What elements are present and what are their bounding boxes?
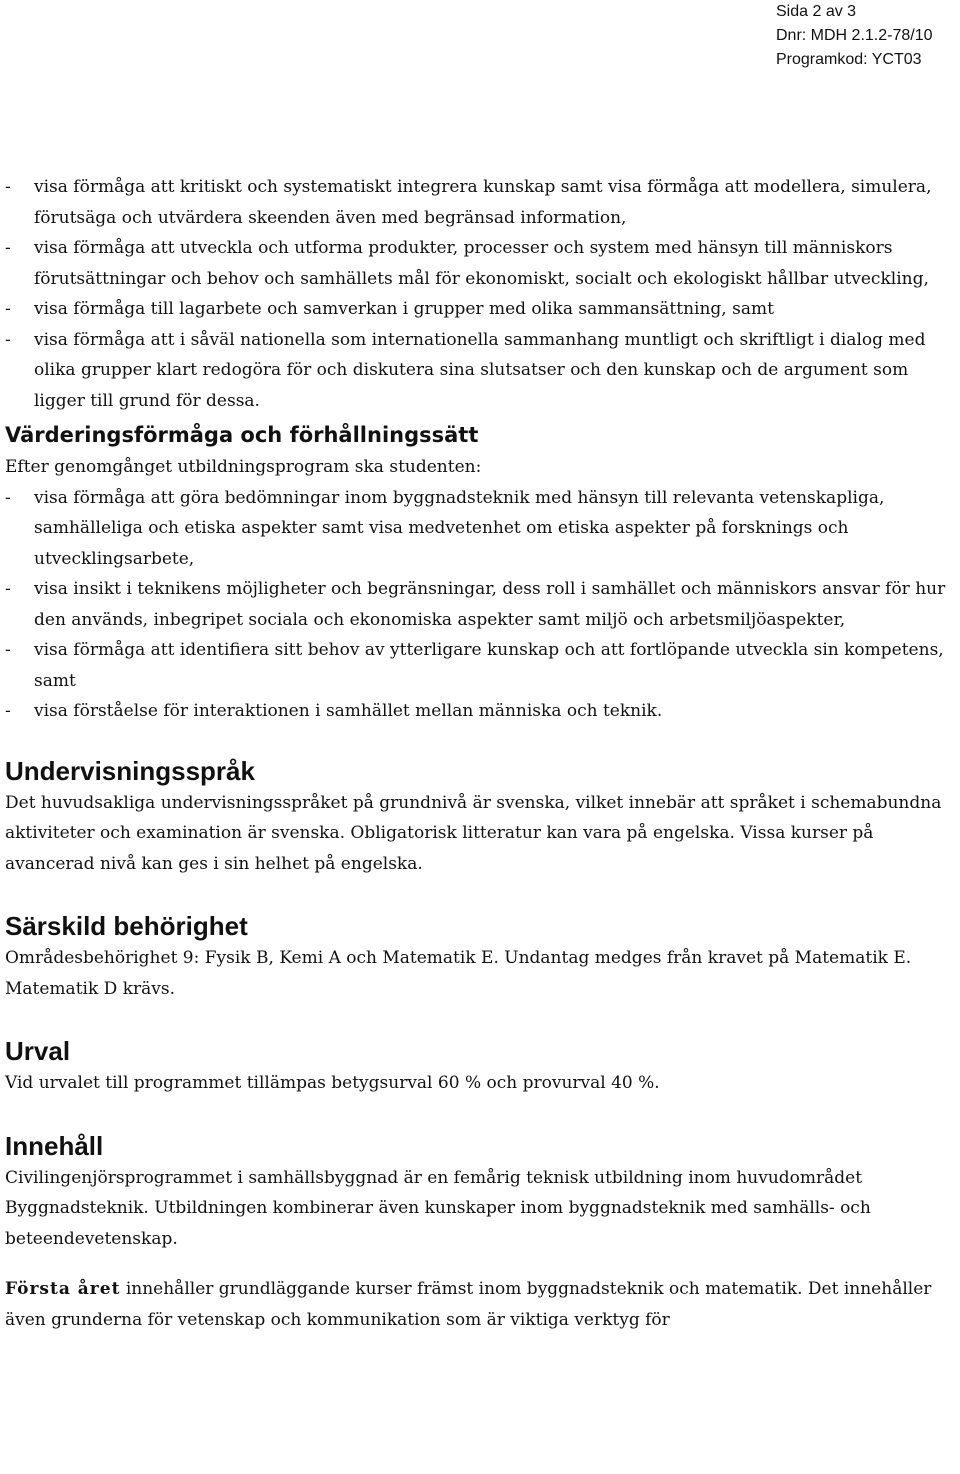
values-intro: Efter genomgånget utbildningsprogram ska studenten:	[5, 457, 482, 477]
first-year-text: innehåller grundläggande kurser främst inom byggnadsteknik och matematik. Det innehåller även grunderna för vetenskap och kommunikation som är viktiga verktyg för	[5, 1279, 932, 1330]
eligibility-text: Områdesbehörighet 9: Fysik B, Kemi A och Matematik E. Undantag medges från kravet på Matematik E. Matematik D krävs.	[5, 948, 912, 999]
page-number: Sida 2 av 3	[776, 3, 857, 20]
section-heading-eligibility: Särskild behörighet	[5, 911, 248, 941]
list-item: - visa förmåga att göra bedömningar inom byggnadsteknik med hänsyn till relevanta vetenskapliga, samhälleliga och etiska aspekter samt visa medvetenhet om etiska aspekter på forsknings och utvecklingsarbete,	[5, 487, 885, 569]
list-item: - visa förmåga att kritiskt och systematiskt integrera kunskap samt visa förmåga att modellera, simulera, förutsäga och utvärdera skeenden även med begränsad information,	[5, 177, 932, 228]
first-year-paragraph	[5, 1274, 955, 1335]
program-code: Programkod: YCT03	[776, 51, 922, 68]
values-list	[5, 483, 955, 727]
list-item: - visa insikt i teknikens möjligheter och begränsningar, dess roll i samhället och människors ansvar för hur den används, inbegripet sociala och ekonomiska aspekter samt miljö och arbetsmiljöaspekter,	[5, 579, 946, 630]
list-item: - visa förståelse för interaktionen i samhället mellan människa och teknik.	[5, 701, 663, 721]
list-item: - visa förmåga att i såväl nationella som internationella sammanhang muntligt och skriftligt i dialog med olika grupper klart redogöra för och diskutera sina slutsatser och den kunskap och de argument som ligger till grund för dessa.	[5, 329, 926, 411]
first-year-label: Första året	[5, 1279, 121, 1299]
language-text: Det huvudsakliga undervisningsspråket på grundnivå är svenska, vilket innebär att språket i schemabundna aktiviteter och examination är svenska. Obligatorisk litteratur kan vara på engelska. Vissa kurser på avancerad nivå kan ges i sin helhet på engelska.	[5, 792, 942, 874]
list-item: - visa förmåga till lagarbete och samverkan i grupper med olika sammansättning, samt	[5, 299, 774, 319]
goals-list	[5, 172, 955, 416]
section-heading-language: Undervisningsspråk	[5, 755, 255, 786]
selection-text: Vid urvalet till programmet tillämpas betygsurval 60 % och provurval 40 %.	[5, 1073, 660, 1093]
content-text: Civilingenjörsprogrammet i samhällsbyggnad är en femårig teknisk utbildning inom huvudområdet Byggnadsteknik. Utbildningen kombinerar även kunskaper inom byggnadsteknik med samhälls- och beteendevetenskap.	[5, 1167, 871, 1249]
section-heading-values: Värderingsförmåga och förhållningssätt	[5, 423, 479, 447]
document-number: Dnr: MDH 2.1.2-78/10	[776, 27, 933, 44]
page-header	[776, 0, 933, 72]
document-body	[5, 172, 955, 1335]
list-item: - visa förmåga att identifiera sitt behov av ytterligare kunskap och att fortlöpande utveckla sin kompetens, samt	[5, 640, 944, 691]
section-heading-content: Innehåll	[5, 1130, 104, 1161]
section-heading-selection: Urval	[5, 1036, 71, 1066]
list-item: - visa förmåga att utveckla och utforma produkter, processer och system med hänsyn till människors förutsättningar och behov och samhällets mål för ekonomiskt, socialt och ekologiskt hållbar utveckling,	[5, 238, 929, 289]
